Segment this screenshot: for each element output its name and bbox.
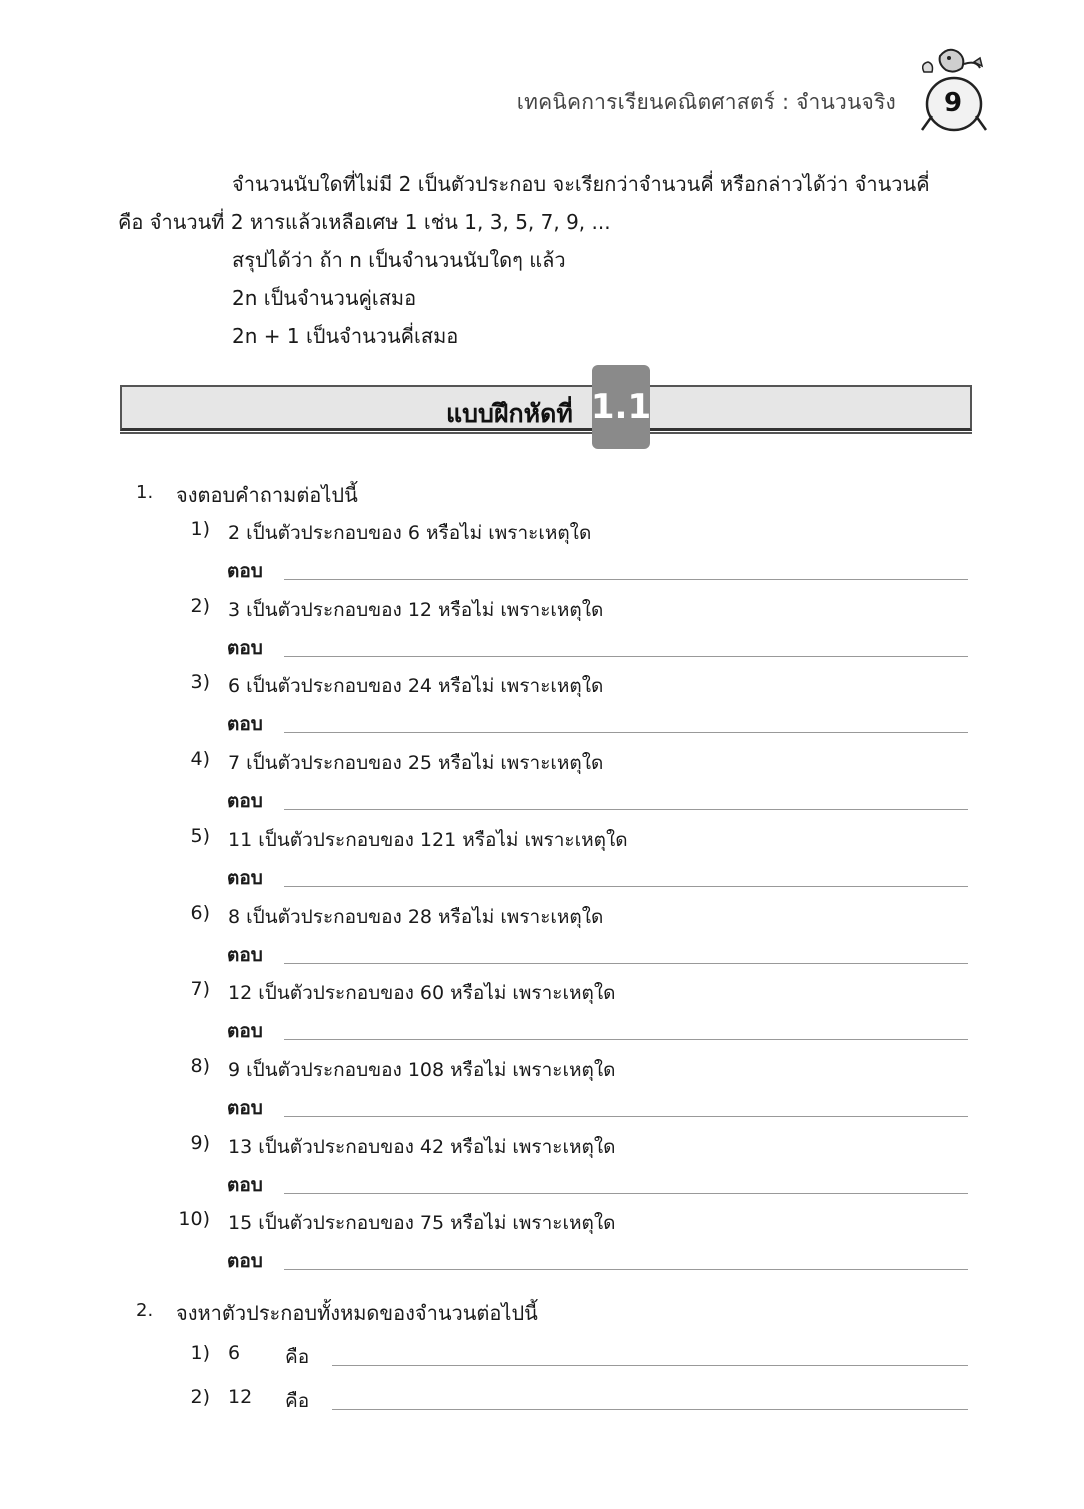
intro-line-3: สรุปได้ว่า ถ้า n เป็นจำนวนนับใดๆ แล้ว — [232, 248, 566, 272]
question-2-number: 2. — [136, 1300, 154, 1321]
item-number: 4) — [190, 748, 210, 770]
question-1-text: จงตอบคำถามต่อไปนี้ — [176, 483, 358, 507]
answer-line[interactable] — [284, 809, 968, 810]
answer-line[interactable] — [284, 886, 968, 887]
item-number: 2) — [190, 595, 210, 617]
item-number: 10) — [178, 1208, 210, 1230]
answer-line[interactable] — [284, 1039, 968, 1040]
item-question-text: 6 เป็นตัวประกอบของ 24 หรือไม่ เพราะเหตุใด — [228, 675, 604, 697]
factor-item-word: คือ — [285, 1390, 310, 1412]
item-question-text: 2 เป็นตัวประกอบของ 6 หรือไม่ เพราะเหตุใด — [228, 522, 592, 544]
item-question-text: 15 เป็นตัวประกอบของ 75 หรือไม่ เพราะเหตุใด — [228, 1212, 616, 1234]
factor-item-value: 12 — [228, 1386, 253, 1408]
answer-line[interactable] — [284, 1193, 968, 1194]
item-number: 9) — [190, 1132, 210, 1154]
answer-label: ตอบ — [227, 944, 263, 966]
answer-line[interactable] — [284, 1269, 968, 1270]
item-number: 5) — [190, 825, 210, 847]
factor-answer-line[interactable] — [332, 1409, 968, 1410]
item-number: 1) — [190, 518, 210, 540]
answer-line[interactable] — [284, 656, 968, 657]
answer-line[interactable] — [284, 732, 968, 733]
exercise-label: แบบฝึกหัดที่ — [446, 399, 573, 428]
exercise-number: 1.1 — [592, 365, 650, 449]
intro-line-4: 2n เป็นจำนวนคู่เสมอ — [232, 286, 417, 310]
answer-label: ตอบ — [227, 637, 263, 659]
factor-answer-line[interactable] — [332, 1365, 968, 1366]
answer-label: ตอบ — [227, 1020, 263, 1042]
item-question-text: 9 เป็นตัวประกอบของ 108 หรือไม่ เพราะเหตุใด — [228, 1059, 616, 1081]
intro-line-2: คือ จำนวนที่ 2 หารแล้วเหลือเศษ 1 เช่น 1, 3, 5, 7, 9, ... — [118, 210, 611, 234]
answer-label: ตอบ — [227, 790, 263, 812]
item-question-text: 3 เป็นตัวประกอบของ 12 หรือไม่ เพราะเหตุใด — [228, 599, 604, 621]
answer-label: ตอบ — [227, 713, 263, 735]
answer-line[interactable] — [284, 963, 968, 964]
answer-label: ตอบ — [227, 867, 263, 889]
factor-item-value: 6 — [228, 1342, 241, 1364]
factor-item-word: คือ — [285, 1346, 310, 1368]
intro-line-1: จำนวนนับใดที่ไม่มี 2 เป็นตัวประกอบ จะเรียกว่าจำนวนคี่ หรือกล่าวได้ว่า จำนวนคี่ — [232, 172, 930, 196]
answer-label: ตอบ — [227, 1097, 263, 1119]
item-question-text: 12 เป็นตัวประกอบของ 60 หรือไม่ เพราะเหตุใด — [228, 982, 616, 1004]
answer-label: ตอบ — [227, 1250, 263, 1272]
factor-item-number: 1) — [190, 1342, 210, 1364]
question-2-text: จงหาตัวประกอบทั้งหมดของจำนวนต่อไปนี้ — [176, 1301, 538, 1325]
item-number: 8) — [190, 1055, 210, 1077]
item-number: 6) — [190, 902, 210, 924]
answer-line[interactable] — [284, 1116, 968, 1117]
item-question-text: 7 เป็นตัวประกอบของ 25 หรือไม่ เพราะเหตุใด — [228, 752, 604, 774]
item-question-text: 13 เป็นตัวประกอบของ 42 หรือไม่ เพราะเหตุใด — [228, 1136, 616, 1158]
factor-item-number: 2) — [190, 1386, 210, 1408]
item-question-text: 11 เป็นตัวประกอบของ 121 หรือไม่ เพราะเหตุใด — [228, 829, 628, 851]
item-question-text: 8 เป็นตัวประกอบของ 28 หรือไม่ เพราะเหตุใด — [228, 906, 604, 928]
question-1-number: 1. — [136, 482, 154, 503]
item-number: 7) — [190, 978, 210, 1000]
item-number: 3) — [190, 671, 210, 693]
header-title: เทคนิคการเรียนคณิตศาสตร์ : จำนวนจริง — [516, 90, 896, 114]
answer-label: ตอบ — [227, 560, 263, 582]
answer-label: ตอบ — [227, 1174, 263, 1196]
intro-line-5: 2n + 1 เป็นจำนวนคี่เสมอ — [232, 324, 459, 348]
answer-line[interactable] — [284, 579, 968, 580]
page-number: 9 — [943, 88, 963, 118]
